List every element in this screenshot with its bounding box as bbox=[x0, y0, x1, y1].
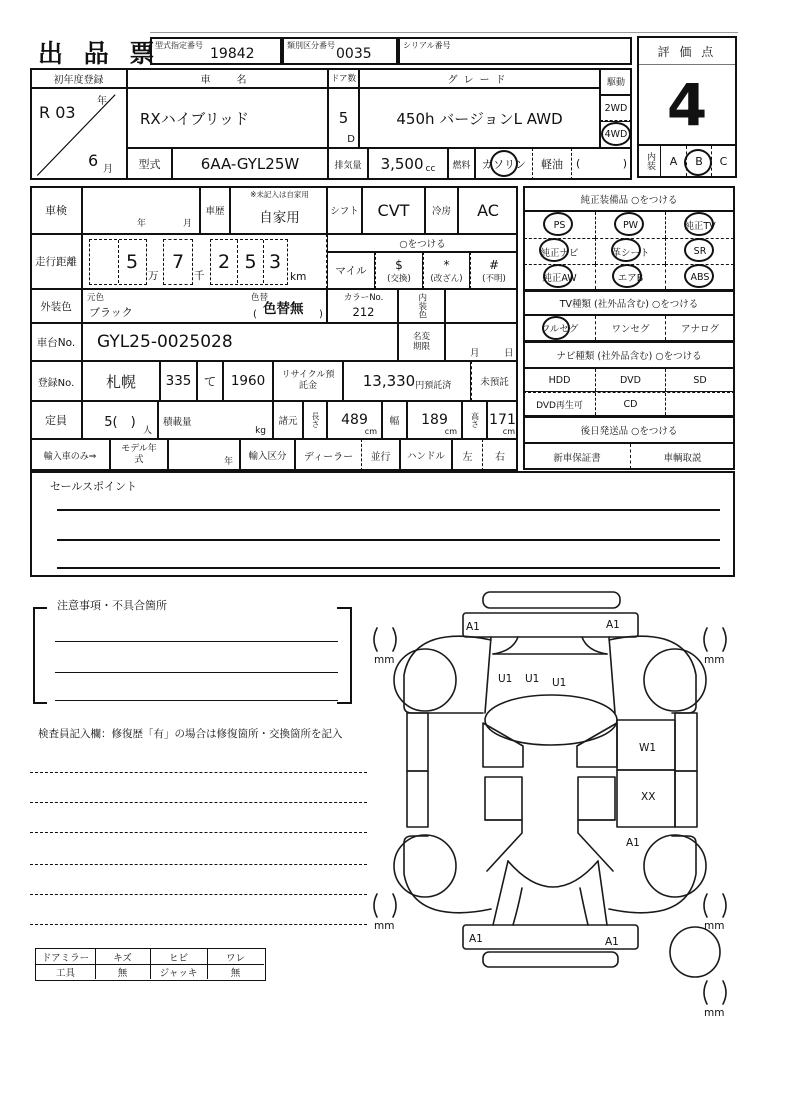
rear-window-arc bbox=[508, 861, 598, 887]
inspector-line-6 bbox=[30, 924, 367, 925]
plate-kana: て bbox=[197, 361, 223, 401]
fr-tread-unit: mm bbox=[704, 654, 725, 666]
import-division-label: 輸入区分 bbox=[240, 439, 295, 471]
length-cell bbox=[327, 401, 382, 439]
handle-label: ハンドル bbox=[400, 439, 452, 471]
serial-label: シリアル番号 bbox=[403, 41, 451, 50]
exterior-base-color: ブラック bbox=[89, 306, 133, 319]
caution-bracket-right-v bbox=[350, 607, 352, 704]
sales-line-3 bbox=[57, 567, 720, 569]
tools-cell-r1c0: 工具 bbox=[55, 967, 75, 979]
equip-abs: ABS bbox=[665, 264, 734, 289]
fl-tread-bracket-close bbox=[393, 628, 396, 651]
type-approval-box bbox=[150, 37, 282, 65]
left-sill-upper bbox=[407, 713, 428, 771]
name-change-day-unit: 日 bbox=[504, 348, 514, 359]
displacement-label: 排気量 bbox=[328, 148, 368, 180]
navi-dvd: DVD bbox=[595, 369, 665, 391]
length-unit: cm bbox=[364, 427, 377, 436]
inspector-line-3 bbox=[30, 832, 367, 833]
sheet-title: 出 品 票 bbox=[38, 39, 161, 68]
odometer-star: * bbox=[443, 257, 450, 272]
tools-cell-r1c1: 無 bbox=[117, 967, 128, 979]
color-no-cell bbox=[327, 289, 398, 323]
left-sill-lower bbox=[407, 771, 428, 827]
history-value: 自家用 bbox=[259, 210, 300, 226]
color-change-label: 色替 bbox=[251, 293, 269, 303]
damage-code-hood-3: U1 bbox=[552, 677, 567, 689]
equip-leather-circle-mark bbox=[611, 238, 641, 262]
fuel-diesel-cell: 軽油 bbox=[533, 148, 572, 180]
fl-tread-bracket-open bbox=[374, 628, 377, 651]
class-section-value: 0035 bbox=[336, 46, 372, 62]
inspector-note: 検査員記入欄：修復歴「有」の場合は修復箇所・交換箇所を記入 bbox=[38, 728, 343, 740]
type-approval-value: 19842 bbox=[210, 46, 255, 62]
first-reg-cell bbox=[30, 88, 127, 180]
navi-dvd-play: DVD再生可 bbox=[536, 400, 583, 411]
shipment-title: 後日発送品 ○をつける bbox=[523, 416, 735, 443]
sales-line-1 bbox=[57, 509, 720, 511]
damage-code-rear-left: A1 bbox=[469, 933, 483, 945]
odometer-star-note: (改ざん) bbox=[430, 273, 463, 284]
car-name-header: 車 名 bbox=[127, 68, 328, 88]
spec-label: 諸元 bbox=[273, 401, 303, 439]
color-change-paren-open: ( bbox=[253, 309, 257, 320]
equip-aw-circle-mark bbox=[543, 264, 573, 288]
damage-code-rear-right: A1 bbox=[605, 936, 619, 948]
hood-right-line bbox=[609, 637, 615, 713]
odometer-hash-note: (不明) bbox=[482, 273, 506, 284]
exterior-cell bbox=[82, 289, 327, 323]
tools-cell-r0c1: キズ bbox=[113, 952, 132, 964]
fuel-paren-close: ) bbox=[622, 157, 627, 170]
recycle-label: リサイクル預託金 bbox=[273, 361, 343, 401]
ship-warranty: 新車保証書 bbox=[553, 452, 601, 464]
odometer-dollar-note: (交換) bbox=[387, 273, 411, 284]
tools-cell-r1c2: ジャッキ bbox=[159, 967, 198, 979]
caution-line-1 bbox=[55, 641, 338, 642]
height-value: 171 bbox=[489, 412, 516, 428]
mileage-digit-10man bbox=[90, 240, 118, 283]
evaluation-title: 評 価 点 bbox=[639, 38, 735, 65]
height-label: 高さ bbox=[462, 401, 487, 439]
odometer-dollar-cell bbox=[375, 252, 423, 289]
spare-tread-unit: mm bbox=[704, 1007, 725, 1019]
exterior-label: 外装色 bbox=[30, 289, 82, 323]
odometer-hash: # bbox=[488, 257, 500, 272]
mileage-digit-sen: 7 bbox=[163, 239, 193, 285]
model-year-cell bbox=[168, 439, 240, 471]
name-change-month-unit: 月 bbox=[470, 348, 480, 359]
equip-navi: 純正ナビ bbox=[524, 238, 595, 264]
right-sill-lower bbox=[675, 771, 697, 827]
drive-4wd-circle-mark bbox=[601, 122, 631, 146]
class-section-label: 類別区分番号 bbox=[287, 41, 335, 50]
top-rule bbox=[150, 32, 738, 33]
car-name-value: RXハイブリッド bbox=[140, 109, 250, 128]
cool-value: AC bbox=[458, 186, 518, 234]
right-rear-door-inner bbox=[578, 777, 615, 820]
tools-cell-r1c3: 無 bbox=[230, 967, 241, 979]
drive-2wd-cell: 2WD bbox=[600, 95, 632, 121]
wiper-arc-right bbox=[582, 637, 607, 654]
interior-grade-a: A bbox=[669, 154, 678, 168]
drive-header: 駆動 bbox=[600, 68, 632, 95]
shaken-month-unit: 月 bbox=[183, 219, 193, 229]
history-note: ※未記入は自家用 bbox=[250, 190, 309, 199]
interior-color-cell bbox=[445, 289, 518, 323]
odometer-dollar: $ bbox=[395, 257, 403, 272]
first-reg-month-unit: 月 bbox=[103, 164, 113, 175]
caution-bracket-left-b bbox=[33, 702, 47, 704]
fuel-gasoline-cell: ガソリン bbox=[475, 148, 533, 180]
caution-title: 注意事項・不具合箇所 bbox=[57, 599, 167, 612]
drive-4wd-cell: 4WD bbox=[600, 121, 632, 148]
spare-tread-bracket-open bbox=[704, 981, 707, 1004]
interior-label: 内装 bbox=[639, 146, 661, 176]
equip-sr-circle-mark bbox=[684, 238, 714, 262]
damage-code-right-quarter: A1 bbox=[626, 837, 640, 849]
trunk-left-line bbox=[493, 861, 508, 925]
equip-abs-circle-mark bbox=[684, 264, 714, 288]
equip-sr: SR bbox=[665, 238, 734, 264]
import-only-label: 輸入車のみ⇒ bbox=[30, 439, 110, 471]
load-label: 積載量 bbox=[163, 417, 192, 428]
odometer-mark-header: ○をつける bbox=[327, 234, 518, 252]
plate-class: 335 bbox=[160, 361, 197, 401]
equip-airbag-circle-mark bbox=[612, 264, 642, 288]
navi-row2 bbox=[523, 392, 735, 416]
front-bumper-shape bbox=[483, 592, 620, 608]
width-unit: cm bbox=[444, 427, 457, 436]
color-change-value: 色替無 bbox=[263, 301, 304, 317]
model-code-label: 型式 bbox=[127, 148, 172, 180]
equipment-title: 純正装備品 ○をつける bbox=[523, 186, 735, 211]
recycle-amount-cell bbox=[343, 361, 471, 401]
inspector-line-4 bbox=[30, 864, 367, 865]
model-code-value: 6AA-GYL25W bbox=[172, 148, 328, 180]
fr-tread-bracket-open bbox=[704, 628, 707, 651]
equip-aw: 純正AW bbox=[524, 264, 595, 289]
navi-empty bbox=[665, 393, 734, 415]
tools-cell-r0c0: ドアミラー bbox=[41, 952, 90, 964]
caution-bracket-right-b bbox=[337, 702, 351, 704]
grade-cell: 450h バージョンL AWD bbox=[359, 88, 600, 148]
recycle-none-cell: 未預託 bbox=[471, 361, 518, 401]
height-unit: cm bbox=[502, 427, 515, 436]
capacity-label: 定員 bbox=[30, 401, 82, 439]
odometer-mile-cell: マイル bbox=[327, 252, 375, 289]
doors-value: 5 bbox=[338, 109, 349, 127]
tv-type-title: TV種類 (社外品含む) ○をつける bbox=[523, 290, 735, 315]
name-change-label: 名変期限 bbox=[398, 323, 445, 361]
rl-tread-unit: mm bbox=[374, 920, 395, 932]
history-cell bbox=[230, 186, 327, 234]
rr-tread-bracket-close bbox=[723, 894, 726, 917]
navi-type-title: ナビ種類 (社外品含む) ○をつける bbox=[523, 341, 735, 368]
class-section-box bbox=[282, 37, 398, 65]
model-year-label: モデル年式 bbox=[110, 439, 168, 471]
mileage-label: 走行距離 bbox=[30, 234, 82, 289]
fuel-other-cell bbox=[572, 148, 632, 180]
rl-tread-bracket-close bbox=[393, 894, 396, 917]
doors-unit: D bbox=[347, 134, 355, 145]
damage-code-right-rear-door: XX bbox=[641, 791, 656, 803]
caution-bracket-left-t bbox=[33, 607, 47, 609]
ship-manual: 車輌取説 bbox=[630, 444, 734, 469]
equip-tv-circle-mark bbox=[684, 212, 714, 236]
tv-fullseg: フルセグ bbox=[540, 324, 579, 335]
trunk-cut-left bbox=[513, 888, 522, 925]
car-name-cell bbox=[127, 88, 328, 148]
doors-header: ドア数 bbox=[328, 68, 359, 88]
caution-bracket-left-v bbox=[33, 607, 35, 704]
tools-cell-r0c2: ヒビ bbox=[168, 952, 188, 964]
mileage-sen-unit: 千 bbox=[194, 270, 205, 282]
capacity-unit: 人 bbox=[142, 426, 152, 436]
navi-hdd: HDD bbox=[548, 374, 571, 386]
trunk-right-line bbox=[598, 861, 607, 925]
shift-label: シフト bbox=[327, 186, 362, 234]
first-reg-year-unit: 年 bbox=[97, 96, 107, 107]
inspector-line-1 bbox=[30, 772, 367, 773]
fl-tread-unit: mm bbox=[374, 654, 395, 666]
equip-ps: PS bbox=[553, 219, 566, 231]
caution-line-2 bbox=[55, 672, 338, 673]
navi-sd: SD bbox=[665, 369, 734, 391]
odometer-hash-cell bbox=[470, 252, 518, 289]
serial-box bbox=[398, 37, 632, 65]
color-change-paren-close: ) bbox=[319, 309, 323, 320]
history-label: 車歴 bbox=[200, 186, 230, 234]
width-value: 189 bbox=[421, 412, 448, 428]
shaken-year-unit: 年 bbox=[137, 219, 147, 229]
sales-point-label: セールスポイント bbox=[50, 480, 138, 493]
recycle-suffix: 円預託済 bbox=[415, 380, 452, 391]
equip-pw: PW bbox=[595, 212, 665, 238]
load-unit: kg bbox=[255, 426, 266, 436]
name-change-date-cell bbox=[445, 323, 518, 361]
plate-region: 札幌 bbox=[82, 361, 160, 401]
navi-row1 bbox=[523, 368, 735, 392]
equip-ps-circle-mark bbox=[543, 212, 573, 236]
caution-bracket-right-t bbox=[337, 607, 351, 609]
mileage-digit-10: 5 bbox=[237, 240, 263, 283]
interior-grade-b-circle-mark bbox=[684, 149, 712, 176]
grade-header: グレード bbox=[359, 68, 600, 88]
spare-tread-bracket-close bbox=[723, 981, 726, 1004]
mileage-digit-man: 5 bbox=[118, 240, 145, 283]
equip-airbag: エアB bbox=[595, 264, 665, 289]
rr-tread-unit: mm bbox=[704, 920, 725, 932]
caution-line-3 bbox=[55, 700, 338, 701]
wiper-arc-left bbox=[493, 637, 518, 654]
cool-label: 冷房 bbox=[425, 186, 458, 234]
tv-analog: アナログ bbox=[665, 316, 734, 340]
mileage-digit-1: 3 bbox=[263, 240, 286, 283]
equip-leather: 革シート bbox=[595, 238, 665, 264]
shaken-label: 車検 bbox=[30, 186, 82, 234]
displacement-cell bbox=[368, 148, 448, 180]
sales-line-2 bbox=[57, 539, 720, 541]
shift-value: CVT bbox=[362, 186, 425, 234]
import-parallel-cell: 並行 bbox=[362, 439, 400, 471]
color-no-value: 212 bbox=[352, 305, 375, 319]
inspector-line-2 bbox=[30, 802, 367, 803]
sales-point-box bbox=[30, 471, 735, 577]
damage-code-front-left: A1 bbox=[466, 621, 480, 633]
chassis-number: GYL25-0025028 bbox=[97, 332, 233, 352]
handle-right-cell: 右 bbox=[483, 439, 518, 471]
trunk-cut-right bbox=[580, 888, 588, 925]
mileage-box-rest bbox=[210, 239, 288, 285]
chassis-cell bbox=[82, 323, 398, 361]
inspector-line-5 bbox=[30, 894, 367, 895]
capacity-cell bbox=[82, 401, 158, 439]
shipment-row bbox=[523, 443, 735, 470]
fr-tread-bracket-close bbox=[723, 628, 726, 651]
evaluation-score: 4 bbox=[666, 70, 708, 139]
fuel-paren-open: ( bbox=[576, 157, 581, 170]
tools-table bbox=[35, 948, 266, 981]
mileage-box-man bbox=[89, 239, 147, 285]
capacity-value: 5( ) bbox=[104, 414, 136, 430]
length-label: 長さ bbox=[303, 401, 327, 439]
mileage-man-unit: 万 bbox=[148, 270, 159, 282]
height-cell bbox=[487, 401, 518, 439]
odometer-star-cell bbox=[423, 252, 470, 289]
rear-right-fender bbox=[609, 836, 696, 913]
mileage-digit-100: 2 bbox=[217, 250, 231, 273]
rear-bumper-shape bbox=[483, 952, 618, 967]
rr-tread-bracket-open bbox=[704, 894, 707, 917]
first-reg-month: 6 bbox=[88, 151, 99, 170]
interior-color-label: 内装色 bbox=[398, 289, 445, 323]
tv-oneseg: ワンセグ bbox=[595, 316, 665, 340]
fuel-label: 燃料 bbox=[448, 148, 475, 180]
color-no-label: カラーNo. bbox=[343, 293, 384, 303]
first-reg-year: R 03 bbox=[39, 103, 76, 122]
exterior-base-label: 元色 bbox=[87, 293, 105, 303]
mileage-digits-cell bbox=[82, 234, 327, 289]
spare-tire bbox=[670, 927, 720, 977]
navi-cd: CD bbox=[595, 393, 665, 415]
recycle-amount: 13,330 bbox=[362, 372, 416, 390]
rear-left-fender bbox=[404, 836, 491, 913]
length-value: 489 bbox=[341, 412, 368, 428]
interior-grade-b: B bbox=[686, 146, 711, 176]
equip-tv: 純正TV bbox=[665, 212, 734, 238]
displacement-value: 3,500 bbox=[380, 155, 424, 173]
plate-number: 1960 bbox=[223, 361, 273, 401]
first-reg-header: 初年度登録 bbox=[30, 68, 127, 88]
roof-shape bbox=[485, 695, 617, 745]
handle-left-cell: 左 bbox=[452, 439, 483, 471]
left-quarter-inner bbox=[485, 820, 522, 871]
chassis-label: 車台No. bbox=[30, 323, 82, 361]
doors-cell bbox=[328, 88, 359, 148]
damage-code-hood-1: U1 bbox=[498, 673, 513, 685]
damage-code-hood-2: U1 bbox=[525, 673, 540, 685]
interior-grade-c: C bbox=[711, 146, 735, 176]
right-sill-upper bbox=[675, 713, 697, 771]
tv-fullseg-circle-mark bbox=[542, 316, 570, 340]
car-damage-diagram bbox=[360, 583, 740, 1019]
width-label: 幅 bbox=[382, 401, 407, 439]
damage-code-front-right: A1 bbox=[606, 619, 620, 631]
model-year-unit: 年 bbox=[223, 457, 233, 467]
import-dealer-cell: ディーラー bbox=[295, 439, 362, 471]
shaken-date-cell bbox=[82, 186, 200, 234]
left-rear-door-inner bbox=[485, 777, 522, 820]
tools-cell-r0c3: ワレ bbox=[225, 952, 245, 964]
damage-code-right-door: W1 bbox=[639, 742, 657, 754]
type-approval-label: 型式指定番号 bbox=[155, 41, 203, 50]
equip-navi-circle-mark bbox=[539, 238, 569, 262]
mileage-unit: km bbox=[290, 271, 307, 283]
registration-label: 登録No. bbox=[30, 361, 82, 401]
fuel-gasoline-circle-mark bbox=[490, 150, 518, 177]
width-cell bbox=[407, 401, 462, 439]
displacement-unit: cc bbox=[425, 164, 436, 174]
hood-left-line bbox=[485, 637, 491, 713]
rl-tread-bracket-open bbox=[374, 894, 377, 917]
equip-pw-circle-mark bbox=[614, 212, 644, 236]
load-cell bbox=[158, 401, 273, 439]
